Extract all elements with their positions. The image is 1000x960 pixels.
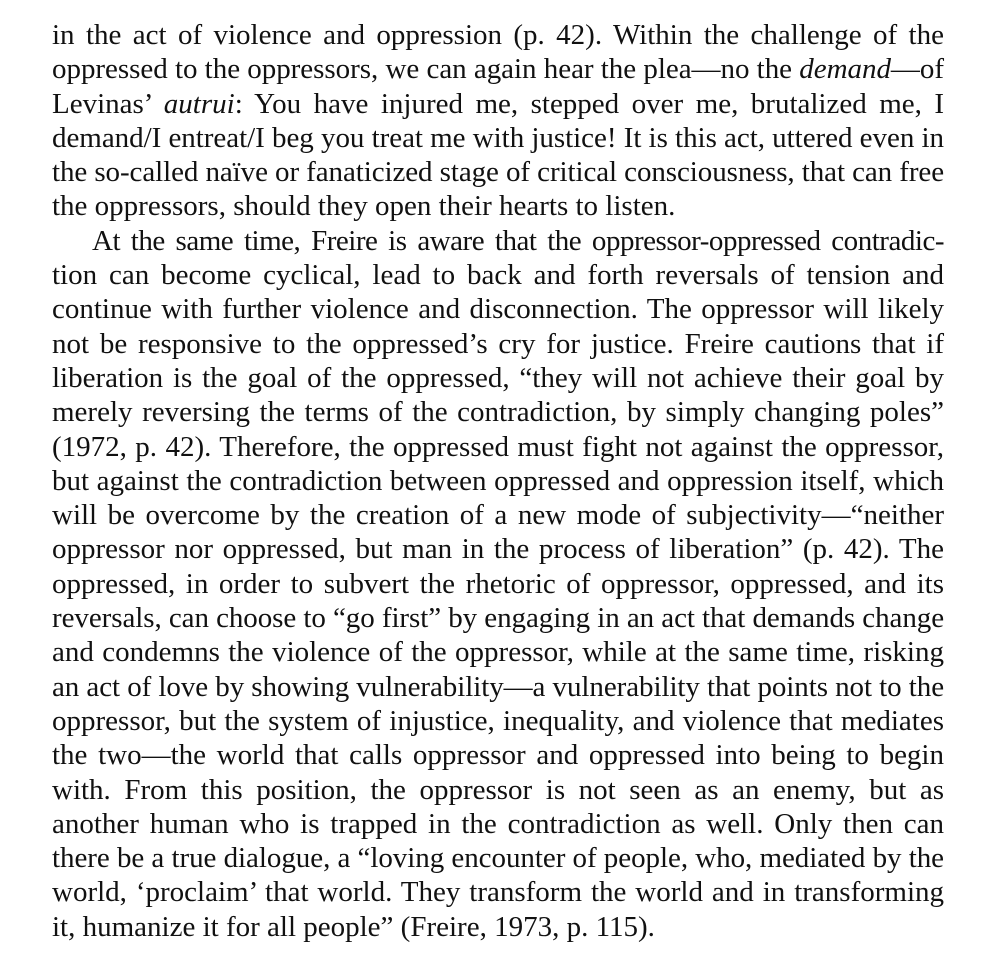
paragraph [52, 224, 944, 944]
text-line [52, 567, 944, 601]
text-segment: —of [890, 53, 944, 86]
text-segment: world, ‘proclaim’ that world. They transform the world and in transforming [52, 876, 944, 909]
text-line [52, 189, 944, 223]
text-segment: oppressor, but the system of injustice, inequality, and violence that mediates [52, 704, 944, 737]
text-line [52, 258, 944, 292]
text-line [52, 327, 944, 361]
text-line [52, 704, 944, 738]
text-segment: oppressed to the oppressors, we can again hear the plea—no the [52, 53, 800, 86]
text-line [52, 87, 944, 121]
text-line [52, 738, 944, 772]
text-line [52, 498, 944, 532]
text-segment: the two—the world that calls oppressor and oppressed into being to begin [52, 739, 944, 772]
text-line [52, 875, 944, 909]
text-segment: not be responsive to the oppressed’s cry for justice. Freire cautions that if [52, 327, 944, 360]
text-line [52, 121, 944, 155]
text-segment: : You have injured me, stepped over me, brutalized me, I [234, 87, 944, 120]
text-segment: oppressed, in order to subvert the rhetoric of oppressor, oppressed, and its [52, 567, 944, 600]
text-segment: (1972, p. 42). Therefore, the oppressed must fight not against the oppressor, [52, 430, 944, 463]
text-line [52, 807, 944, 841]
italic-text: demand [799, 53, 891, 86]
italic-text: autrui [163, 87, 235, 120]
text-segment: continue with further violence and disconnection. The oppressor will likely [52, 293, 944, 326]
text-line [52, 464, 944, 498]
text-segment: At the same time, Freire is aware that the oppressor-oppressed contradic- [92, 224, 944, 257]
text-segment: in the act of violence and oppression (p. 42). Within the challenge of the [52, 19, 944, 51]
text-segment: oppressor nor oppressed, but man in the process of liberation” (p. 42). The [52, 533, 944, 566]
body-text [52, 18, 944, 944]
text-line [52, 773, 944, 807]
text-segment: Levinas’ [52, 87, 164, 120]
text-segment: the so-called naïve or fanaticized stage of critical consciousness, that can free [52, 156, 944, 189]
text-line [52, 52, 944, 86]
text-segment: liberation is the goal of the oppressed, “they will not achieve their goal by [52, 361, 944, 394]
text-segment: will be overcome by the creation of a new mode of subjectivity—“neither [52, 499, 944, 532]
text-segment: tion can become cyclical, lead to back and forth reversals of tension and [52, 259, 944, 292]
text-line [52, 430, 944, 464]
text-line [52, 292, 944, 326]
text-line [52, 395, 944, 429]
document-page [52, 18, 944, 944]
text-line [52, 841, 944, 875]
text-line [52, 224, 944, 258]
text-line [52, 635, 944, 669]
text-segment: another human who is trapped in the contradiction as well. Only then can [52, 807, 944, 840]
text-line [52, 601, 944, 635]
text-segment: the oppressors, should they open their hearts to listen. [52, 190, 676, 223]
text-segment: merely reversing the terms of the contradiction, by simply changing poles” [52, 396, 944, 429]
text-segment: demand/I entreat/I beg you treat me with justice! It is this act, uttered even in [52, 121, 944, 154]
text-line [52, 361, 944, 395]
text-segment: reversals, can choose to “go first” by engaging in an act that demands change [52, 602, 944, 635]
text-segment: and condemns the violence of the oppressor, while at the same time, risking [52, 636, 944, 669]
text-line [52, 910, 944, 944]
text-line [52, 532, 944, 566]
text-line [52, 670, 944, 704]
text-segment: an act of love by showing vulnerability—a vulnerability that points not to the [52, 670, 944, 703]
paragraph [52, 18, 944, 224]
text-line [52, 18, 944, 52]
text-segment: but against the contradiction between oppressed and oppression itself, which [52, 464, 944, 497]
text-segment: with. From this position, the oppressor is not seen as an enemy, but as [52, 773, 944, 806]
text-segment: it, humanize it for all people” (Freire, 1973, p. 115). [52, 910, 655, 943]
text-segment: there be a true dialogue, a “loving encounter of people, who, mediated by the [52, 842, 944, 875]
text-line [52, 155, 944, 189]
